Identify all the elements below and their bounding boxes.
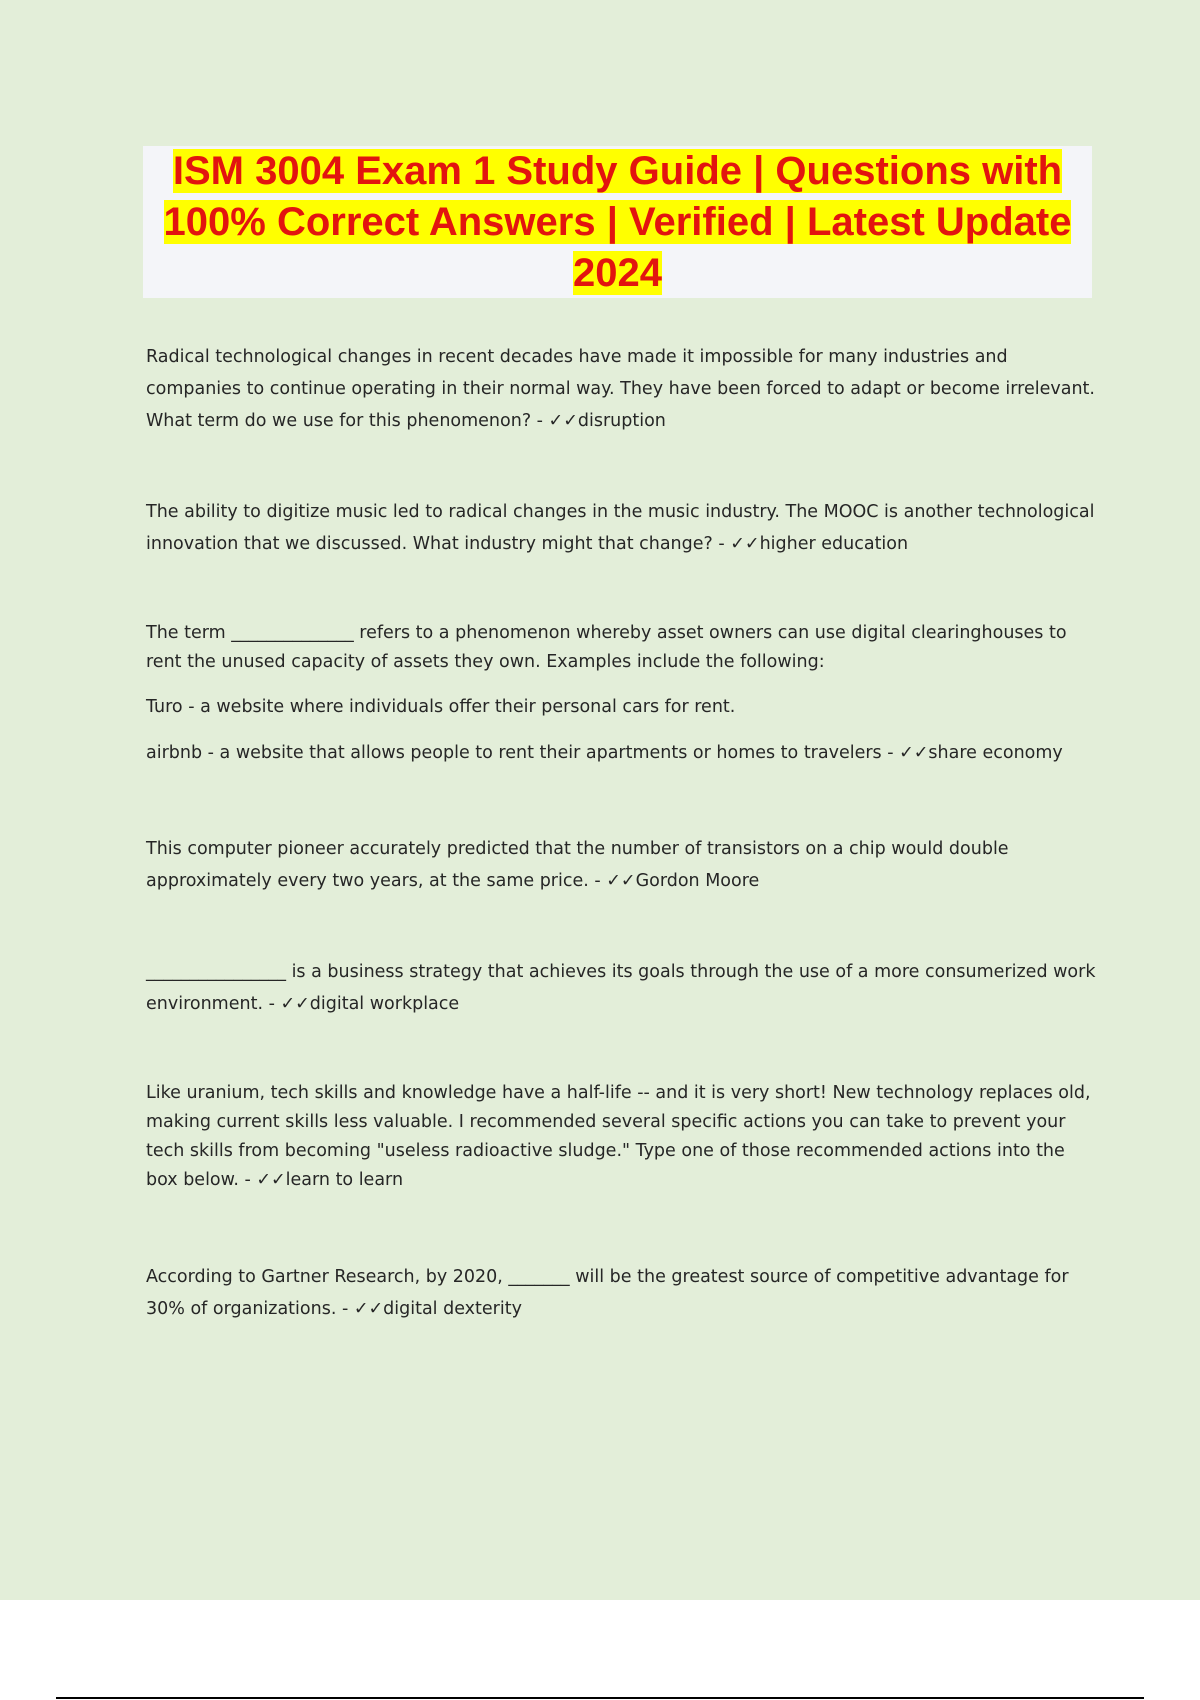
qa-item-gordon-moore xyxy=(146,833,1096,897)
qa-text: This computer pioneer accurately predicted that the number of transistors on a chip would double approximately every two years, at the same price. - ✓✓Gordon Moore xyxy=(146,839,1009,891)
qa-item-share-economy xyxy=(146,619,1096,769)
page-title xyxy=(143,146,1092,299)
qa-text: According to Gartner Research, by 2020, _______ will be the greatest source of competitive advantage for 30% of organizations. - ✓✓digital dexterity xyxy=(146,1267,1069,1319)
qa-example-airbnb: airbnb - a website that allows people to rent their apartments or homes to travelers - ✓✓share economy xyxy=(146,743,1063,763)
qa-text: Like uranium, tech skills and knowledge have a half-life -- and it is very short! New technology replaces old, making current skills less valuable. I recommended several specific actions you can take to prevent your tech skills from becoming "useless radioactive sludge." Type one of those recommended actions into the box below. - ✓✓learn to learn xyxy=(146,1083,1091,1190)
qa-item-digital-workplace xyxy=(146,956,1096,1020)
qa-text: The ability to digitize music led to radical changes in the music industry. The MOOC is another technological innovation that we discussed. What industry might that change? - ✓✓higher education xyxy=(146,502,1095,554)
title-highlight: ISM 3004 Exam 1 Study Guide | Questions with 100% Correct Answers | Verified | Latest Update 2024 xyxy=(163,149,1072,295)
qa-text: The term ______________ refers to a phenomenon whereby asset owners can use digital clearinghouses to rent the unused capacity of assets they own. Examples include the following: xyxy=(146,623,1067,672)
title-box xyxy=(143,146,1092,298)
qa-item-higher-education xyxy=(146,496,1096,560)
footer-divider xyxy=(56,1697,1144,1699)
qa-item-digital-dexterity xyxy=(146,1261,1096,1325)
qa-text: ________________ is a business strategy that achieves its goals through the use of a more consumerized work environment. - ✓✓digital workplace xyxy=(146,962,1096,1014)
qa-item-disruption xyxy=(146,341,1096,437)
qa-text: Radical technological changes in recent decades have made it impossible for many industries and companies to continue operating in their normal way. They have been forced to adapt or become irrelevant. What term do we use for this phenomenon? - ✓✓disruption xyxy=(146,347,1095,431)
qa-item-learn-to-learn xyxy=(146,1079,1096,1195)
qa-example-turo: Turo - a website where individuals offer their personal cars for rent. xyxy=(146,697,736,717)
